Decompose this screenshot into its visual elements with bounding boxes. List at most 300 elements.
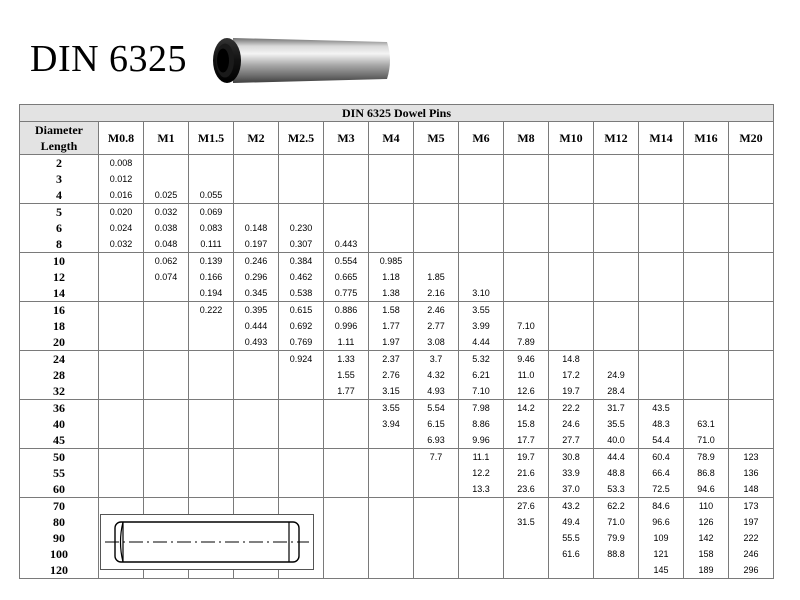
weight-cell xyxy=(99,318,144,334)
weight-cell xyxy=(549,269,594,285)
weight-cell: 189 xyxy=(684,562,729,579)
weight-cell xyxy=(594,269,639,285)
weight-cell xyxy=(279,432,324,449)
weight-cell xyxy=(144,481,189,498)
weight-cell: 43.5 xyxy=(639,400,684,417)
weight-cell xyxy=(189,400,234,417)
weight-cell: 0.038 xyxy=(144,220,189,236)
length-cell: 20 xyxy=(20,334,99,351)
weight-cell: 12.2 xyxy=(459,465,504,481)
weight-cell xyxy=(324,481,369,498)
weight-cell xyxy=(234,187,279,204)
table-row xyxy=(20,187,774,204)
length-cell: 55 xyxy=(20,465,99,481)
weight-cell xyxy=(144,351,189,368)
weight-cell xyxy=(684,155,729,172)
weight-cell xyxy=(549,334,594,351)
weight-cell xyxy=(594,334,639,351)
column-header: M3 xyxy=(324,122,369,155)
weight-cell xyxy=(504,253,549,270)
column-header: M10 xyxy=(549,122,594,155)
weight-cell xyxy=(639,220,684,236)
weight-cell xyxy=(684,367,729,383)
weight-cell xyxy=(234,383,279,400)
weight-cell: 71.0 xyxy=(594,514,639,530)
weight-cell xyxy=(144,383,189,400)
weight-cell xyxy=(684,334,729,351)
length-cell: 8 xyxy=(20,236,99,253)
weight-cell: 3.55 xyxy=(459,302,504,319)
table-row xyxy=(20,171,774,187)
weight-cell: 0.025 xyxy=(144,187,189,204)
weight-cell xyxy=(594,351,639,368)
weight-cell xyxy=(639,383,684,400)
weight-cell xyxy=(279,465,324,481)
weight-cell: 24.9 xyxy=(594,367,639,383)
weight-cell: 148 xyxy=(729,481,774,498)
weight-cell xyxy=(144,155,189,172)
weight-cell xyxy=(324,400,369,417)
weight-cell: 2.37 xyxy=(369,351,414,368)
length-cell: 14 xyxy=(20,285,99,302)
weight-cell: 0.012 xyxy=(99,171,144,187)
weight-cell xyxy=(99,367,144,383)
dowel-pin-table xyxy=(19,104,774,579)
weight-cell xyxy=(189,383,234,400)
weight-cell xyxy=(414,253,459,270)
weight-cell: 0.775 xyxy=(324,285,369,302)
table-row xyxy=(20,269,774,285)
weight-cell xyxy=(504,285,549,302)
weight-cell xyxy=(414,187,459,204)
weight-cell: 0.230 xyxy=(279,220,324,236)
weight-cell xyxy=(594,253,639,270)
weight-cell xyxy=(144,498,189,515)
weight-cell xyxy=(729,318,774,334)
weight-cell xyxy=(279,171,324,187)
weight-cell xyxy=(234,465,279,481)
weight-cell xyxy=(414,498,459,515)
weight-cell: 142 xyxy=(684,530,729,546)
weight-cell xyxy=(594,236,639,253)
weight-cell: 23.6 xyxy=(504,481,549,498)
weight-cell xyxy=(549,187,594,204)
weight-cell xyxy=(639,236,684,253)
weight-cell xyxy=(324,416,369,432)
weight-cell: 78.9 xyxy=(684,449,729,466)
length-cell: 6 xyxy=(20,220,99,236)
weight-cell xyxy=(459,253,504,270)
weight-cell xyxy=(144,302,189,319)
weight-cell: 19.7 xyxy=(504,449,549,466)
weight-cell xyxy=(369,481,414,498)
weight-cell: 0.139 xyxy=(189,253,234,270)
weight-cell: 3.55 xyxy=(369,400,414,417)
weight-cell xyxy=(234,498,279,515)
weight-cell xyxy=(729,269,774,285)
weight-cell: 33.9 xyxy=(549,465,594,481)
weight-cell: 13.3 xyxy=(459,481,504,498)
weight-cell: 2.46 xyxy=(414,302,459,319)
length-cell: 100 xyxy=(20,546,99,562)
weight-cell xyxy=(369,530,414,546)
column-header: M12 xyxy=(594,122,639,155)
length-cell: 40 xyxy=(20,416,99,432)
length-cell: 70 xyxy=(20,498,99,515)
weight-cell xyxy=(729,253,774,270)
weight-cell: 0.554 xyxy=(324,253,369,270)
weight-cell xyxy=(234,155,279,172)
weight-cell: 19.7 xyxy=(549,383,594,400)
weight-cell: 6.21 xyxy=(459,367,504,383)
weight-cell xyxy=(234,432,279,449)
weight-cell xyxy=(549,204,594,221)
weight-cell: 0.886 xyxy=(324,302,369,319)
weight-cell xyxy=(324,171,369,187)
weight-cell xyxy=(99,334,144,351)
weight-cell xyxy=(99,253,144,270)
weight-cell: 8.86 xyxy=(459,416,504,432)
weight-cell xyxy=(684,383,729,400)
weight-cell: 0.996 xyxy=(324,318,369,334)
weight-cell: 21.6 xyxy=(504,465,549,481)
weight-cell: 0.692 xyxy=(279,318,324,334)
weight-cell xyxy=(324,514,369,530)
column-header: M14 xyxy=(639,122,684,155)
weight-cell: 2.16 xyxy=(414,285,459,302)
dowel-pin-drawing xyxy=(100,514,314,570)
weight-cell: 246 xyxy=(729,546,774,562)
weight-cell xyxy=(189,367,234,383)
weight-cell xyxy=(414,220,459,236)
weight-cell xyxy=(639,351,684,368)
weight-cell: 40.0 xyxy=(594,432,639,449)
weight-cell: 94.6 xyxy=(684,481,729,498)
weight-cell: 0.074 xyxy=(144,269,189,285)
weight-cell xyxy=(369,155,414,172)
weight-cell: 5.54 xyxy=(414,400,459,417)
weight-cell: 49.4 xyxy=(549,514,594,530)
weight-cell: 0.665 xyxy=(324,269,369,285)
weight-cell xyxy=(189,155,234,172)
weight-cell: 0.769 xyxy=(279,334,324,351)
weight-cell: 28.4 xyxy=(594,383,639,400)
weight-cell: 2.76 xyxy=(369,367,414,383)
weight-cell: 3.15 xyxy=(369,383,414,400)
weight-cell xyxy=(459,546,504,562)
weight-cell xyxy=(414,530,459,546)
weight-cell: 43.2 xyxy=(549,498,594,515)
weight-cell: 1.11 xyxy=(324,334,369,351)
weight-cell xyxy=(279,416,324,432)
weight-cell: 1.33 xyxy=(324,351,369,368)
weight-cell xyxy=(459,187,504,204)
table-row xyxy=(20,432,774,449)
table-row xyxy=(20,416,774,432)
weight-cell: 0.062 xyxy=(144,253,189,270)
weight-cell xyxy=(459,171,504,187)
weight-cell xyxy=(684,302,729,319)
weight-cell: 109 xyxy=(639,530,684,546)
weight-cell xyxy=(234,416,279,432)
table-row xyxy=(20,498,774,515)
weight-cell xyxy=(504,530,549,546)
weight-cell xyxy=(684,351,729,368)
weight-cell: 11.0 xyxy=(504,367,549,383)
length-cell: 16 xyxy=(20,302,99,319)
table-row xyxy=(20,383,774,400)
length-cell: 2 xyxy=(20,155,99,172)
weight-cell: 0.538 xyxy=(279,285,324,302)
weight-cell: 44.4 xyxy=(594,449,639,466)
weight-cell xyxy=(189,465,234,481)
weight-cell xyxy=(369,171,414,187)
weight-cell: 63.1 xyxy=(684,416,729,432)
weight-cell xyxy=(189,171,234,187)
weight-cell xyxy=(144,285,189,302)
weight-cell xyxy=(684,171,729,187)
column-header: M16 xyxy=(684,122,729,155)
length-cell: 120 xyxy=(20,562,99,579)
table-row xyxy=(20,236,774,253)
weight-cell: 9.46 xyxy=(504,351,549,368)
weight-cell: 136 xyxy=(729,465,774,481)
weight-cell xyxy=(504,155,549,172)
table-row xyxy=(20,334,774,351)
weight-cell xyxy=(549,285,594,302)
weight-cell: 0.032 xyxy=(144,204,189,221)
weight-cell xyxy=(369,562,414,579)
weight-cell xyxy=(324,498,369,515)
weight-cell: 222 xyxy=(729,530,774,546)
weight-cell: 0.296 xyxy=(234,269,279,285)
weight-cell xyxy=(549,302,594,319)
weight-cell xyxy=(414,514,459,530)
weight-cell: 48.8 xyxy=(594,465,639,481)
weight-cell xyxy=(144,465,189,481)
weight-cell: 296 xyxy=(729,562,774,579)
weight-cell: 0.985 xyxy=(369,253,414,270)
weight-cell xyxy=(504,171,549,187)
weight-cell xyxy=(594,302,639,319)
length-label: Length xyxy=(20,138,99,155)
weight-cell xyxy=(414,155,459,172)
weight-cell xyxy=(324,530,369,546)
weight-cell xyxy=(414,171,459,187)
weight-cell xyxy=(729,400,774,417)
weight-cell: 126 xyxy=(684,514,729,530)
weight-cell xyxy=(99,351,144,368)
table-row xyxy=(20,220,774,236)
weight-cell xyxy=(189,481,234,498)
weight-cell: 0.148 xyxy=(234,220,279,236)
weight-cell: 0.395 xyxy=(234,302,279,319)
weight-cell xyxy=(504,204,549,221)
length-cell: 36 xyxy=(20,400,99,417)
weight-cell xyxy=(549,236,594,253)
weight-cell xyxy=(729,236,774,253)
weight-cell xyxy=(279,498,324,515)
column-header: M2.5 xyxy=(279,122,324,155)
weight-cell: 3.08 xyxy=(414,334,459,351)
weight-cell xyxy=(504,546,549,562)
weight-cell: 7.7 xyxy=(414,449,459,466)
weight-cell xyxy=(234,351,279,368)
weight-cell: 145 xyxy=(639,562,684,579)
weight-cell: 0.008 xyxy=(99,155,144,172)
weight-cell xyxy=(234,367,279,383)
weight-cell: 3.7 xyxy=(414,351,459,368)
weight-cell: 1.77 xyxy=(369,318,414,334)
dowel-pin-photo xyxy=(205,34,395,86)
weight-cell: 12.6 xyxy=(504,383,549,400)
length-cell: 45 xyxy=(20,432,99,449)
weight-cell xyxy=(729,220,774,236)
weight-cell: 0.048 xyxy=(144,236,189,253)
weight-cell xyxy=(639,367,684,383)
table-row xyxy=(20,449,774,466)
weight-cell xyxy=(729,432,774,449)
weight-cell: 7.10 xyxy=(504,318,549,334)
weight-cell: 197 xyxy=(729,514,774,530)
weight-cell xyxy=(189,498,234,515)
weight-cell xyxy=(369,546,414,562)
weight-cell xyxy=(189,432,234,449)
weight-cell: 173 xyxy=(729,498,774,515)
length-cell: 18 xyxy=(20,318,99,334)
weight-cell xyxy=(594,318,639,334)
weight-cell: 4.44 xyxy=(459,334,504,351)
weight-cell xyxy=(594,562,639,579)
weight-cell xyxy=(369,432,414,449)
weight-cell xyxy=(324,562,369,579)
column-header: M8 xyxy=(504,122,549,155)
length-cell: 24 xyxy=(20,351,99,368)
weight-cell: 22.2 xyxy=(549,400,594,417)
table-row xyxy=(20,465,774,481)
weight-cell: 7.98 xyxy=(459,400,504,417)
column-header: M4 xyxy=(369,122,414,155)
weight-cell xyxy=(459,269,504,285)
weight-cell xyxy=(729,302,774,319)
weight-cell: 62.2 xyxy=(594,498,639,515)
weight-cell xyxy=(144,416,189,432)
weight-cell: 0.032 xyxy=(99,236,144,253)
weight-cell: 11.1 xyxy=(459,449,504,466)
weight-cell xyxy=(369,449,414,466)
weight-cell: 1.77 xyxy=(324,383,369,400)
weight-cell xyxy=(639,269,684,285)
weight-cell xyxy=(459,220,504,236)
weight-cell xyxy=(639,334,684,351)
weight-cell: 123 xyxy=(729,449,774,466)
weight-cell xyxy=(459,562,504,579)
weight-cell xyxy=(459,204,504,221)
weight-cell xyxy=(549,171,594,187)
page-title: DIN 6325 xyxy=(30,38,188,80)
weight-cell: 0.924 xyxy=(279,351,324,368)
weight-cell: 37.0 xyxy=(549,481,594,498)
weight-cell xyxy=(324,187,369,204)
weight-cell: 0.055 xyxy=(189,187,234,204)
weight-cell: 84.6 xyxy=(639,498,684,515)
weight-cell: 31.5 xyxy=(504,514,549,530)
weight-cell: 0.024 xyxy=(99,220,144,236)
table-row xyxy=(20,204,774,221)
table-row xyxy=(20,302,774,319)
weight-cell xyxy=(324,546,369,562)
column-header: M5 xyxy=(414,122,459,155)
weight-cell xyxy=(99,465,144,481)
weight-cell xyxy=(684,318,729,334)
weight-cell xyxy=(684,187,729,204)
weight-cell: 0.345 xyxy=(234,285,279,302)
weight-cell xyxy=(99,432,144,449)
weight-cell: 86.8 xyxy=(684,465,729,481)
weight-cell: 61.6 xyxy=(549,546,594,562)
weight-cell xyxy=(189,449,234,466)
weight-cell: 35.5 xyxy=(594,416,639,432)
weight-cell: 7.10 xyxy=(459,383,504,400)
weight-cell xyxy=(189,351,234,368)
weight-cell: 5.32 xyxy=(459,351,504,368)
weight-cell xyxy=(594,220,639,236)
weight-cell: 60.4 xyxy=(639,449,684,466)
weight-cell: 121 xyxy=(639,546,684,562)
weight-cell xyxy=(729,204,774,221)
weight-cell xyxy=(369,187,414,204)
weight-cell xyxy=(594,285,639,302)
length-cell: 3 xyxy=(20,171,99,187)
weight-cell xyxy=(279,400,324,417)
length-cell: 60 xyxy=(20,481,99,498)
weight-cell: 66.4 xyxy=(639,465,684,481)
weight-cell xyxy=(639,318,684,334)
weight-cell: 1.38 xyxy=(369,285,414,302)
weight-cell xyxy=(99,285,144,302)
weight-cell: 4.93 xyxy=(414,383,459,400)
weight-cell xyxy=(729,334,774,351)
weight-cell: 3.10 xyxy=(459,285,504,302)
weight-cell xyxy=(189,318,234,334)
weight-cell xyxy=(459,236,504,253)
weight-cell: 158 xyxy=(684,546,729,562)
weight-cell: 0.493 xyxy=(234,334,279,351)
weight-cell: 55.5 xyxy=(549,530,594,546)
weight-cell: 1.85 xyxy=(414,269,459,285)
weight-cell xyxy=(279,155,324,172)
weight-cell xyxy=(684,400,729,417)
weight-cell xyxy=(324,432,369,449)
weight-cell xyxy=(414,481,459,498)
weight-cell: 0.016 xyxy=(99,187,144,204)
column-header: M1 xyxy=(144,122,189,155)
weight-cell xyxy=(549,253,594,270)
weight-cell: 30.8 xyxy=(549,449,594,466)
weight-cell xyxy=(189,416,234,432)
weight-cell xyxy=(729,285,774,302)
weight-cell xyxy=(504,220,549,236)
diameter-label: Diameter xyxy=(20,122,99,139)
weight-cell: 0.246 xyxy=(234,253,279,270)
weight-cell xyxy=(594,204,639,221)
weight-cell xyxy=(279,449,324,466)
weight-cell: 96.6 xyxy=(639,514,684,530)
weight-cell xyxy=(414,236,459,253)
weight-cell xyxy=(99,400,144,417)
weight-cell xyxy=(99,383,144,400)
weight-cell: 7.89 xyxy=(504,334,549,351)
